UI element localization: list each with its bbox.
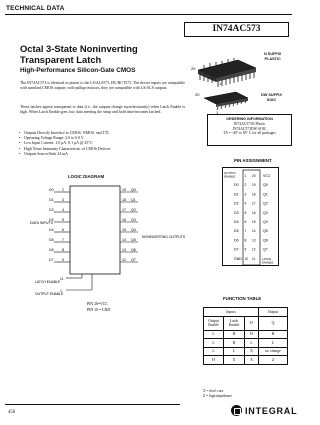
pin-name-right: Q6 xyxy=(263,238,268,243)
output-pin-number: 13 xyxy=(122,248,126,252)
n-suffix-line1: N SUFFIX xyxy=(264,52,282,56)
header-title: TECHNICAL DATA xyxy=(6,5,65,12)
soic-package-image xyxy=(204,92,248,110)
pin-name-right: ENABLE xyxy=(262,260,274,265)
input-pin-number: 8 xyxy=(62,248,64,252)
pin-number-left: 9 xyxy=(244,247,247,252)
pin-number-left: 8 xyxy=(244,238,247,243)
input-label: D3 xyxy=(49,218,54,222)
pin-name-right: VCC xyxy=(263,174,271,178)
feature-item: • Outputs Directly Interface to CMOS, NMOS, and TTL xyxy=(20,131,190,136)
pin-number-left: 7 xyxy=(244,229,247,234)
pin-number-right: 14 xyxy=(252,229,256,234)
output-pin-number: 15 xyxy=(122,228,126,232)
title-line-1: Octal 3-State Noninverting xyxy=(20,43,138,54)
pin-name-left: ENABLE xyxy=(224,174,236,179)
ft-col-latch-enable: Latch Enable xyxy=(224,316,245,330)
pin-name-right: Q5 xyxy=(263,229,268,234)
dw-suffix-line1: DW SUFFIX xyxy=(261,93,282,97)
feature-item: • Outputs Source/Sink 24 mA xyxy=(20,152,190,157)
soic-pin-last: 1 xyxy=(216,110,219,115)
output-pin-number: 12 xyxy=(122,258,126,262)
brand-name: INTEGRAL xyxy=(245,406,298,416)
dip-package-image xyxy=(198,58,256,87)
output-pin-number: 16 xyxy=(122,218,126,222)
ft-cell: no change xyxy=(259,347,288,356)
pin-name-left: D7 xyxy=(234,247,239,252)
pin-name-left: D1 xyxy=(234,192,239,197)
pin-name-right: Q1 xyxy=(263,192,268,197)
ft-col-output-enable: Output Enable xyxy=(204,316,224,330)
feature-item: • High Noise Immunity Characteristic of CMOS Devices xyxy=(20,147,190,152)
pin-number-left: 3 xyxy=(244,192,247,197)
latch-enable-label: LATCH ENABLE xyxy=(35,280,61,284)
output-label: Q7 xyxy=(131,258,136,262)
pin-number-left: 1 xyxy=(244,174,247,178)
ordering-line-3: TA = -40° to 85° C for all packages xyxy=(223,131,276,136)
pin-name-right: Q0 xyxy=(263,183,268,188)
input-label: D4 xyxy=(49,228,54,232)
input-label: D1 xyxy=(49,198,54,202)
ordering-line-1: IN74AC573N Plastic xyxy=(233,121,266,126)
output-pin-number: 18 xyxy=(122,198,126,202)
pin-number-left: 10 xyxy=(244,256,249,261)
data-inputs-label: DATA INPUTS xyxy=(30,221,54,225)
integral-logo-icon xyxy=(231,405,242,416)
function-table-title: FUNCTION TABLE xyxy=(223,296,262,301)
pin-number-right: 20 xyxy=(252,174,256,178)
output-label: Q3 xyxy=(131,218,136,222)
ft-cell: H xyxy=(245,330,259,339)
soic-pin-first: 20 xyxy=(195,92,200,97)
pin-number-right: 17 xyxy=(252,201,256,206)
header-rule xyxy=(5,14,292,15)
pin-number-right: 12 xyxy=(252,247,256,252)
ordering-title: ORDERING INFORMATION xyxy=(226,117,273,121)
output-label: Q4 xyxy=(131,228,136,232)
description-paragraph-1: The IN74AC573 is identical in pinout to the LS/ALS573, HC/HCT573. The device inputs are compatible with standard CMOS outputs; with pullup resistors, they are compatible with LS/ALS outputs. xyxy=(20,81,185,90)
ft-cell: L xyxy=(204,330,224,339)
pin-number-right: 18 xyxy=(252,192,256,197)
ft-cell: L xyxy=(204,347,224,356)
output-label: Q5 xyxy=(131,238,136,242)
page-number: 456 xyxy=(8,410,16,415)
pin-number-left: 4 xyxy=(244,201,247,206)
output-label: Q6 xyxy=(131,248,136,252)
latch-enable-pin: 11 xyxy=(60,277,64,281)
note-high-impedance: Z = high impedance xyxy=(203,393,232,398)
n-suffix-label xyxy=(264,52,281,61)
input-pin-number: 4 xyxy=(62,208,64,212)
ft-cell: H xyxy=(204,356,224,365)
pin-name-right: Q4 xyxy=(263,220,268,224)
ft-cell: L xyxy=(245,339,259,348)
input-pin-number: 6 xyxy=(62,228,64,232)
output-label: Q0 xyxy=(131,188,136,192)
n-suffix-line2: PLASTIC xyxy=(264,56,281,61)
package-drawings xyxy=(190,40,300,115)
function-table-notes xyxy=(203,389,232,398)
ordering-information xyxy=(207,114,292,146)
table-row xyxy=(204,356,288,365)
pin-name-left: GND xyxy=(234,256,242,261)
output-label: Q1 xyxy=(131,198,136,202)
pin-name-left: D4 xyxy=(234,220,239,224)
input-pin-number: 9 xyxy=(62,258,64,262)
input-pin-number: 3 xyxy=(62,198,64,202)
ft-cell: X xyxy=(245,347,259,356)
pin-number-right: 15 xyxy=(252,220,256,224)
pin-assignment-title: PIN ASSIGNMENT xyxy=(234,158,272,163)
part-number: IN74AC573 xyxy=(184,22,289,37)
ft-cell: H xyxy=(224,330,245,339)
pin-name-right: Q2 xyxy=(263,201,268,206)
note-dont-care: X = don't care xyxy=(203,389,224,393)
pin-assignment-diagram xyxy=(223,168,280,267)
pin-name-left: D5 xyxy=(234,229,239,234)
output-label: Q2 xyxy=(131,208,136,212)
table-row xyxy=(204,330,288,339)
ft-cell: H xyxy=(224,339,245,348)
footer-rule xyxy=(5,404,180,405)
pin-number-right: 13 xyxy=(252,238,256,243)
input-label: D6 xyxy=(49,248,54,252)
ft-cell: L xyxy=(224,347,245,356)
input-pin-number: 5 xyxy=(62,218,64,222)
pin-number-right: 16 xyxy=(252,210,256,215)
page-subtitle: High-Performance Silicon-Gate CMOS xyxy=(20,67,136,74)
ft-col-d: D xyxy=(245,316,259,330)
dip-pin-last: 1 xyxy=(219,81,222,86)
output-pin-number: 14 xyxy=(122,238,126,242)
logic-diagram-title: LOGIC DIAGRAM xyxy=(68,174,105,179)
ft-cell: H xyxy=(259,330,288,339)
input-pin-number: 2 xyxy=(62,188,64,192)
input-label: D0 xyxy=(49,188,54,192)
table-row xyxy=(204,339,288,348)
ft-inputs-header: Inputs xyxy=(204,308,259,317)
ft-cell: L xyxy=(259,339,288,348)
dw-suffix-label xyxy=(261,93,282,102)
ft-output-header: Output xyxy=(259,308,288,317)
pin-number-right: 19 xyxy=(252,183,256,188)
output-pin-number: 19 xyxy=(122,188,126,192)
pin-name-left: D6 xyxy=(234,238,239,243)
pin-name-left: D0 xyxy=(234,183,239,188)
power-note-vcc: PIN 20=VCC xyxy=(87,302,108,306)
output-enable-label: OUTPUT ENABLE xyxy=(35,292,64,296)
ft-cell: Z xyxy=(259,356,288,365)
pin-number-right: 11 xyxy=(252,256,256,261)
pin-number-left: 6 xyxy=(244,220,247,224)
title-line-2: Transparent Latch xyxy=(20,54,102,65)
ft-col-q: Q xyxy=(259,316,288,330)
pin-name-right: Q7 xyxy=(263,247,268,252)
pin-assignment-box xyxy=(222,167,279,266)
output-enable-pin: 1 xyxy=(60,289,62,293)
ft-cell: L xyxy=(204,339,224,348)
table-row xyxy=(204,347,288,356)
feature-item: • Operating Voltage Range: 2.0 to 6.0 V xyxy=(20,136,190,141)
ft-cell: X xyxy=(245,356,259,365)
latch-block xyxy=(70,186,120,274)
output-pin-number: 17 xyxy=(122,208,126,212)
feature-list xyxy=(20,131,190,157)
input-label: D7 xyxy=(49,258,54,262)
feature-item: • Low Input Current: 1.0 µA; 0.1 µA @ 25°C xyxy=(20,141,190,146)
pin-name-left: D3 xyxy=(234,210,239,215)
outputs-label: NONINVERTING OUTPUTS xyxy=(142,235,186,239)
pin-name-right: Q3 xyxy=(263,210,268,215)
dw-suffix-line2: SOIC xyxy=(266,97,277,102)
pin-name-right: LATCH xyxy=(262,256,272,261)
pin-name-left: OUTPUT xyxy=(224,171,236,175)
power-note-gnd: PIN 10 = GND xyxy=(87,308,111,312)
ft-cell: X xyxy=(224,356,245,365)
pin-number-left: 5 xyxy=(244,210,247,215)
input-label: D2 xyxy=(49,208,54,212)
ordering-line-2: IN74AC573DW SOIC xyxy=(232,126,267,131)
dip-pin-first: 20 xyxy=(191,66,196,71)
logic-diagram xyxy=(20,180,200,315)
function-table xyxy=(203,307,288,365)
input-pin-number: 7 xyxy=(62,238,64,242)
page-title xyxy=(20,43,138,65)
pin-name-left: D2 xyxy=(234,201,239,206)
pin-number-left: 2 xyxy=(244,183,247,188)
description-paragraph-2: These latches appear transparent to data (i.e., the outputs change asynchronously) when Latch Enable is high. When Latch Enable goes low, data meeting the setup and hold time becomes latched. xyxy=(20,105,185,114)
input-label: D5 xyxy=(49,238,54,242)
